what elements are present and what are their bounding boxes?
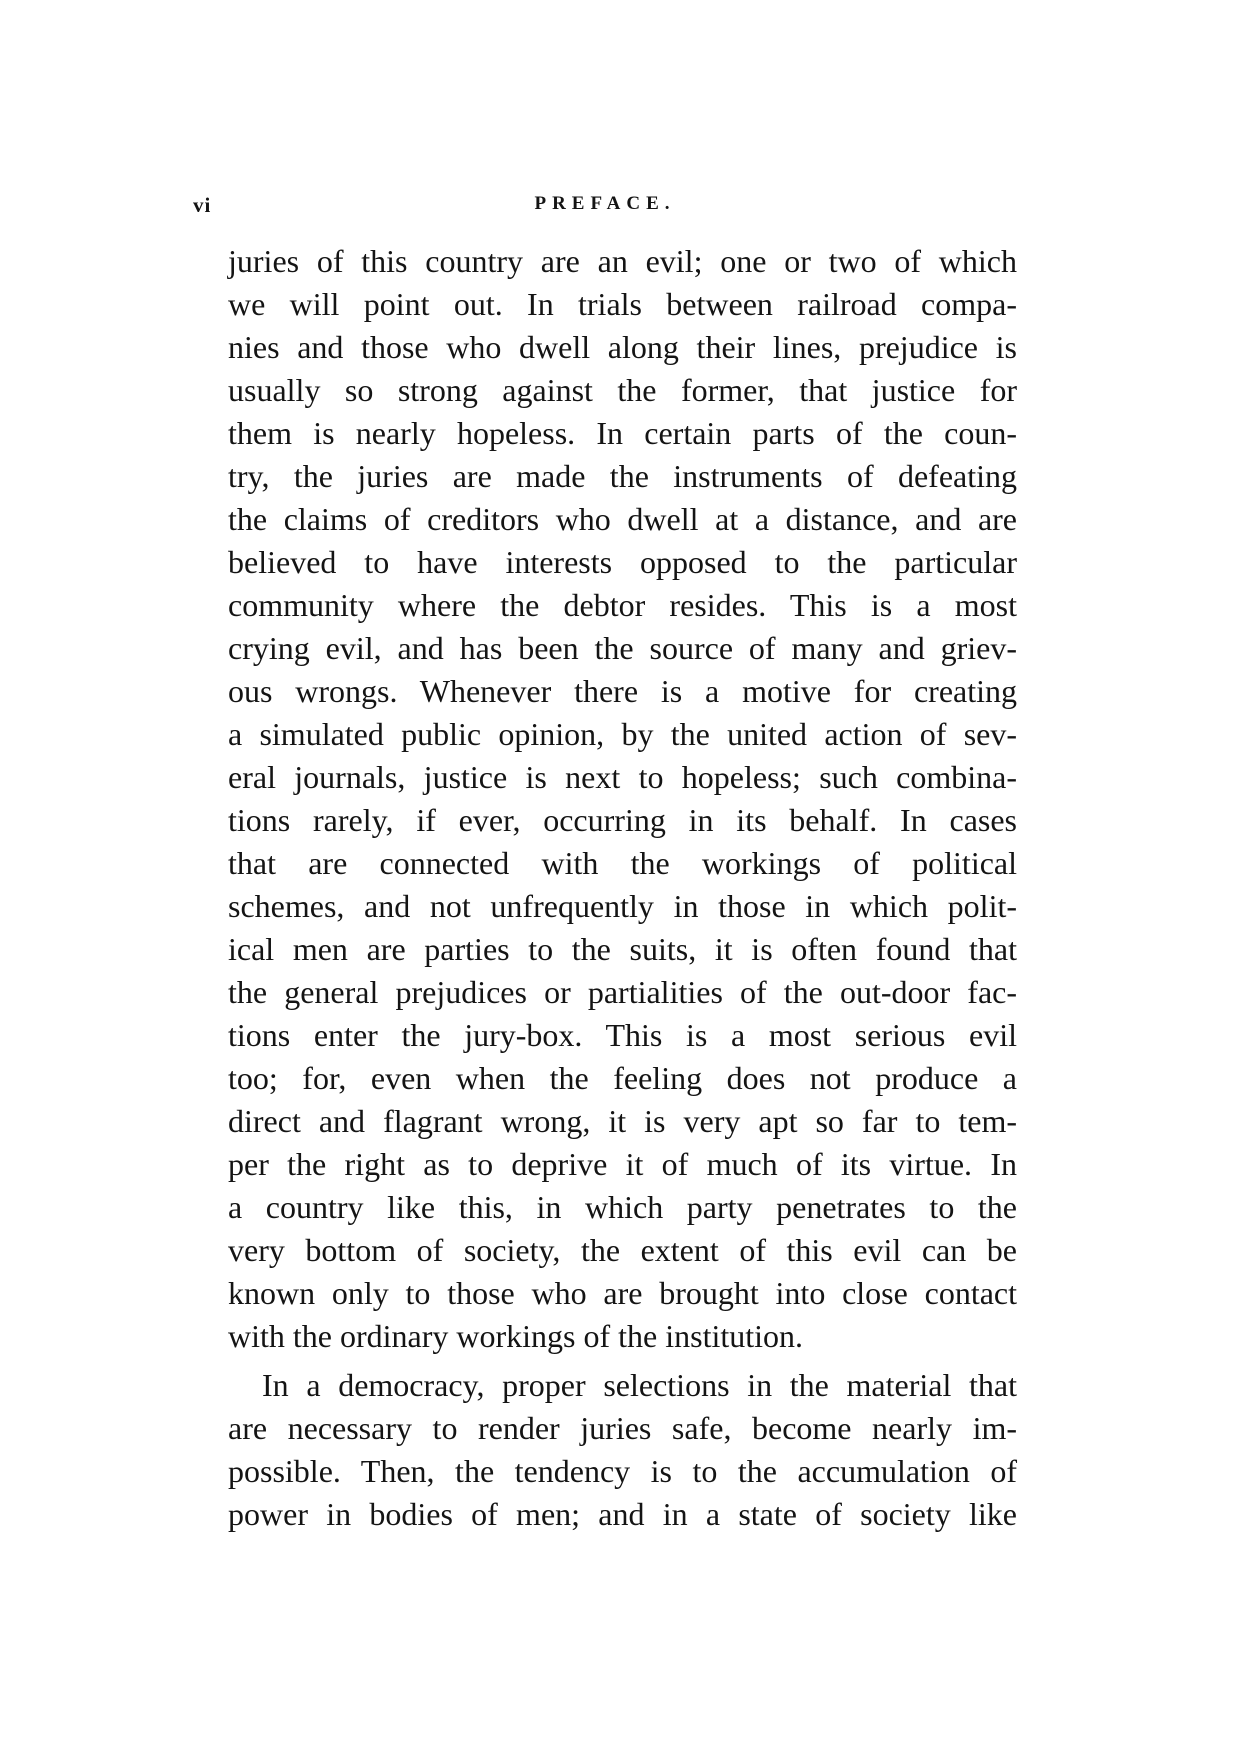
text-line: community where the debtor resides. This is a most bbox=[228, 587, 1017, 623]
text-line: direct and flagrant wrong, it is very apt so far to tem- bbox=[228, 1103, 1017, 1139]
text-line: with the ordinary workings of the institution. bbox=[228, 1318, 804, 1354]
text-line: them is nearly hopeless. In certain parts of the coun- bbox=[228, 415, 1017, 451]
text-line: eral journals, justice is next to hopeless; such combina- bbox=[228, 759, 1017, 795]
text-line: are necessary to render juries safe, become nearly im- bbox=[228, 1410, 1017, 1446]
text-line: very bottom of society, the extent of this evil can be bbox=[228, 1232, 1017, 1268]
text-line: tions enter the jury-box. This is a most serious evil bbox=[228, 1017, 1017, 1053]
text-line: nies and those who dwell along their lines, prejudice is bbox=[228, 329, 1017, 365]
text-line: we will point out. In trials between railroad compa- bbox=[228, 286, 1017, 322]
text-line: the general prejudices or partialities of the out-door fac- bbox=[228, 974, 1017, 1010]
text-line: a simulated public opinion, by the united action of sev- bbox=[228, 716, 1017, 752]
text-line: In a democracy, proper selections in the material that bbox=[262, 1367, 1017, 1403]
running-title: PREFACE. bbox=[534, 193, 676, 214]
paragraph bbox=[228, 1364, 1017, 1536]
text-line: possible. Then, the tendency is to the accumulation of bbox=[228, 1453, 1017, 1489]
text-line: power in bodies of men; and in a state of society like bbox=[228, 1496, 1017, 1532]
body-text bbox=[228, 240, 1017, 1536]
text-line: juries of this country are an evil; one or two of which bbox=[228, 243, 1017, 279]
text-line: known only to those who are brought into close contact bbox=[228, 1275, 1017, 1311]
paragraph bbox=[228, 240, 1017, 1358]
text-line: tions rarely, if ever, occurring in its behalf. In cases bbox=[228, 802, 1017, 838]
text-line: per the right as to deprive it of much of its virtue. In bbox=[228, 1146, 1017, 1182]
text-line: crying evil, and has been the source of many and griev- bbox=[228, 630, 1017, 666]
text-line: ous wrongs. Whenever there is a motive for creating bbox=[228, 673, 1017, 709]
text-line: too; for, even when the feeling does not produce a bbox=[228, 1060, 1017, 1096]
text-line: a country like this, in which party penetrates to the bbox=[228, 1189, 1017, 1225]
text-line: schemes, and not unfrequently in those in which polit- bbox=[228, 888, 1017, 924]
text-line: that are connected with the workings of political bbox=[228, 845, 1017, 881]
text-line: ical men are parties to the suits, it is often found that bbox=[228, 931, 1017, 967]
text-line: believed to have interests opposed to the particular bbox=[228, 544, 1017, 580]
page-number: vi bbox=[193, 193, 212, 217]
text-line: usually so strong against the former, that justice for bbox=[228, 372, 1017, 408]
running-head bbox=[193, 193, 1017, 221]
text-line: try, the juries are made the instruments of defeating bbox=[228, 458, 1017, 494]
text-line: the claims of creditors who dwell at a distance, and are bbox=[228, 501, 1017, 537]
